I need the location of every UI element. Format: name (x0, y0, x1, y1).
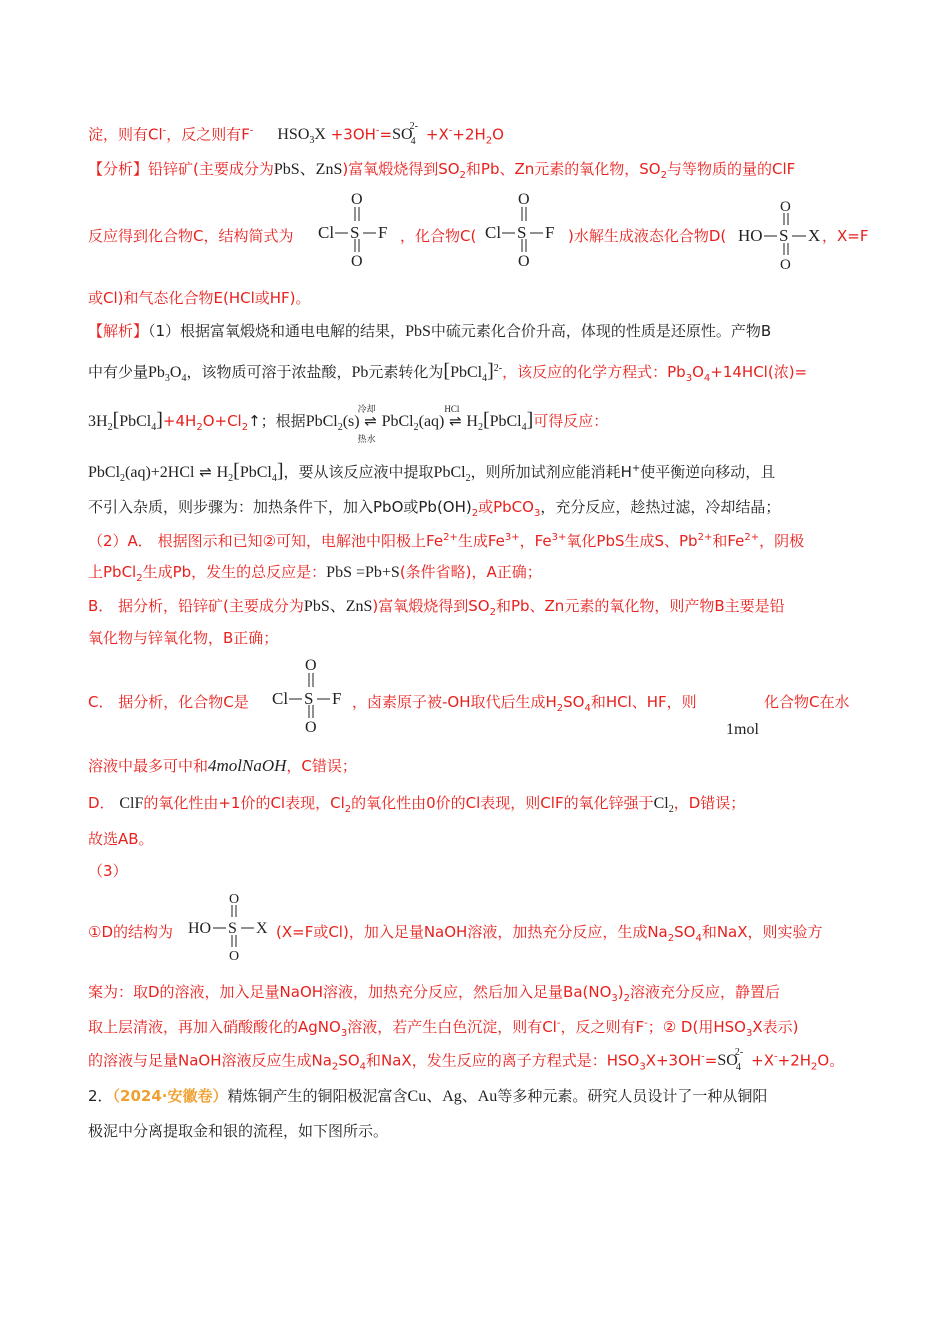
analysis-line: 【分析】铅锌矿(主要成分为PbS、ZnS)富氧煅烧得到$SO_2$和Pb、Zn元素的氧化物，$SO_2$与等物质的量的ClF (88, 160, 796, 181)
text-line-4: 或Cl)和气态化合物E(HCl或HF)。 (88, 289, 311, 307)
jiexi-line: 【解析】（1）根据富氧煅烧和通电电解的结果，PbS中硫元素化合价升高，体现的性质是还原性。产物B (88, 322, 772, 340)
text-line-18: （3） (88, 862, 128, 880)
text-line-6: 中有少量$Pb_3O_4$，该物质可溶于浓盐酸，Pb元素转化为[PbCl$_4$]$^{2-}$，该反应的化学方程式：$Pb_3O_4+14HCl$(浓)= (88, 360, 808, 385)
text-line-11: 上PbCl$_2$生成Pb，发生的总反应是：PbS =Pb+S(条件省略)，A正确； (88, 563, 542, 584)
structure-clso2f-1 (318, 190, 406, 270)
svg-text:X: X (808, 226, 821, 245)
mol-label: 1mol (726, 721, 759, 738)
svg-text:F: F (332, 689, 342, 708)
svg-text:S: S (304, 689, 314, 708)
text-line-17: 故选AB。 (88, 830, 154, 848)
svg-text:O: O (518, 191, 530, 208)
svg-text:O: O (305, 719, 317, 736)
svg-text:S: S (779, 226, 789, 245)
question-2-line-2: 极泥中分离提取金和银的流程，如下图所示。 (88, 1122, 389, 1140)
svg-text:O: O (780, 257, 791, 273)
text-line-1: 淀，则有Cl-，反之则有F- $HSO_3X +3OH^-=SO_4^{2-} +X^-+2H_2O$ (88, 121, 504, 147)
text-line-3b: ，化合物C( (400, 227, 477, 245)
svg-text:X: X (256, 920, 268, 937)
svg-text:HO: HO (188, 920, 212, 937)
text-line-3: 反应得到化合物C，结构简式为 (88, 227, 294, 245)
svg-text:O: O (351, 191, 363, 208)
text-line-21: 取上层清液，再加入硝酸酸化的AgNO$_3$溶液，若产生白色沉淀，则有Cl-，反之则有F-；② D(用$HSO_3X$表示) (88, 1018, 799, 1039)
svg-text:O: O (780, 199, 791, 215)
svg-text:S: S (228, 920, 237, 937)
structure-clso2f-3 (272, 656, 360, 736)
text-line-14: C． 据分析，化合物C是 (88, 693, 249, 711)
structure-hoso2x (738, 198, 834, 276)
question-2-line-1: 2．（2024·安徽卷）精炼铜产生的铜阳极泥富含Cu、Ag、Au等多种元素。研究人员设计了一种从铜阳 (88, 1087, 768, 1105)
svg-text:Cl: Cl (318, 223, 335, 242)
svg-text:S: S (517, 223, 527, 242)
text-line-13: 氧化物与锌氧化物，B正确； (88, 629, 279, 647)
svg-text:O: O (229, 949, 240, 964)
svg-text:S: S (350, 223, 360, 242)
svg-text:O: O (351, 253, 363, 270)
text-line-15: 溶液中最多可中和4molNaOH，C错误； (88, 756, 357, 775)
text-line-8: PbCl$_2$(aq)+2HCl ⇌ $H_2[PbCl_4]$，要从该反应液中提取PbCl$_2$，则所加试剂应能消耗H+使平衡逆向移动，且 (88, 460, 776, 485)
text-line-14b: ，卤素原子被-OH取代后生成$H_2SO_4$和HCl、HF，则 (352, 693, 697, 714)
text-line-7: $3H_2[PbCl_4]+4H_2O+Cl_2↑$；根据PbCl$_2$(s) 冷却 ⇌ 热水 PbCl$_2$(aq) HCl ⇌ $H_2[PbCl_4]$可得反应： (88, 404, 609, 444)
text-line-19b: (X=F或Cl)，加入足量NaOH溶液，加热充分反应，生成$Na_2SO_4$和NaX，则实验方 (276, 923, 823, 944)
text-line-19: ①D的结构为 (88, 923, 173, 941)
text-line-12: B． 据分析，铅锌矿(主要成分为PbS、ZnS)富氧煅烧得到$SO_2$和Pb、Zn元素的氧化物，则产物B主要是铅 (88, 597, 785, 618)
text-line-14c: 化合物C在水 (764, 693, 850, 711)
text-line-10: （2）A． 根据图示和已知②可知，电解池中阳极上$Fe^{2+}$生成$Fe^{3+}$，$Fe^{3+}$氧化PbS生成S、$Pb^{2+}$和$Fe^{2+}$，阴极 (88, 532, 805, 550)
text-line-3d: ，X=F (822, 227, 869, 245)
text-line-3c: )水解生成液态化合物D( (568, 227, 727, 245)
svg-text:F: F (545, 223, 555, 242)
text-line-22: 的溶液与足量NaOH溶液反应生成$Na_2SO_4$和NaX，发生反应的离子方程式是：$HSO_3X+3OH^-=SO_4^{2-} +X^-+2H_2O$。 (88, 1047, 845, 1073)
structure-clso2f-2 (485, 190, 573, 270)
svg-text:F: F (378, 223, 388, 242)
structure-hoso2x-2 (188, 890, 278, 966)
svg-text:O: O (229, 892, 240, 907)
text-line-16: D． ClF的氧化性由+1价的Cl表现，$Cl_2$的氧化性由0价的Cl表现，则ClF的氧化锌强于$Cl_2$，D错误； (88, 794, 746, 816)
svg-text:Cl: Cl (272, 689, 289, 708)
svg-text:HO: HO (738, 226, 763, 245)
text-line-20: 案为：取D的溶液，加入足量NaOH溶液，加热充分反应，然后加入足量$Ba(NO_3)_2$溶液充分反应，静置后 (88, 983, 781, 1004)
svg-text:O: O (305, 657, 317, 674)
svg-text:Cl: Cl (485, 223, 502, 242)
text-line-9: 不引入杂质，则步骤为：加热条件下，加入PbO或$Pb(OH)_2$或PbCO$_3$，充分反应，趁热过滤，冷却结晶； (88, 498, 781, 519)
svg-text:O: O (518, 253, 530, 270)
